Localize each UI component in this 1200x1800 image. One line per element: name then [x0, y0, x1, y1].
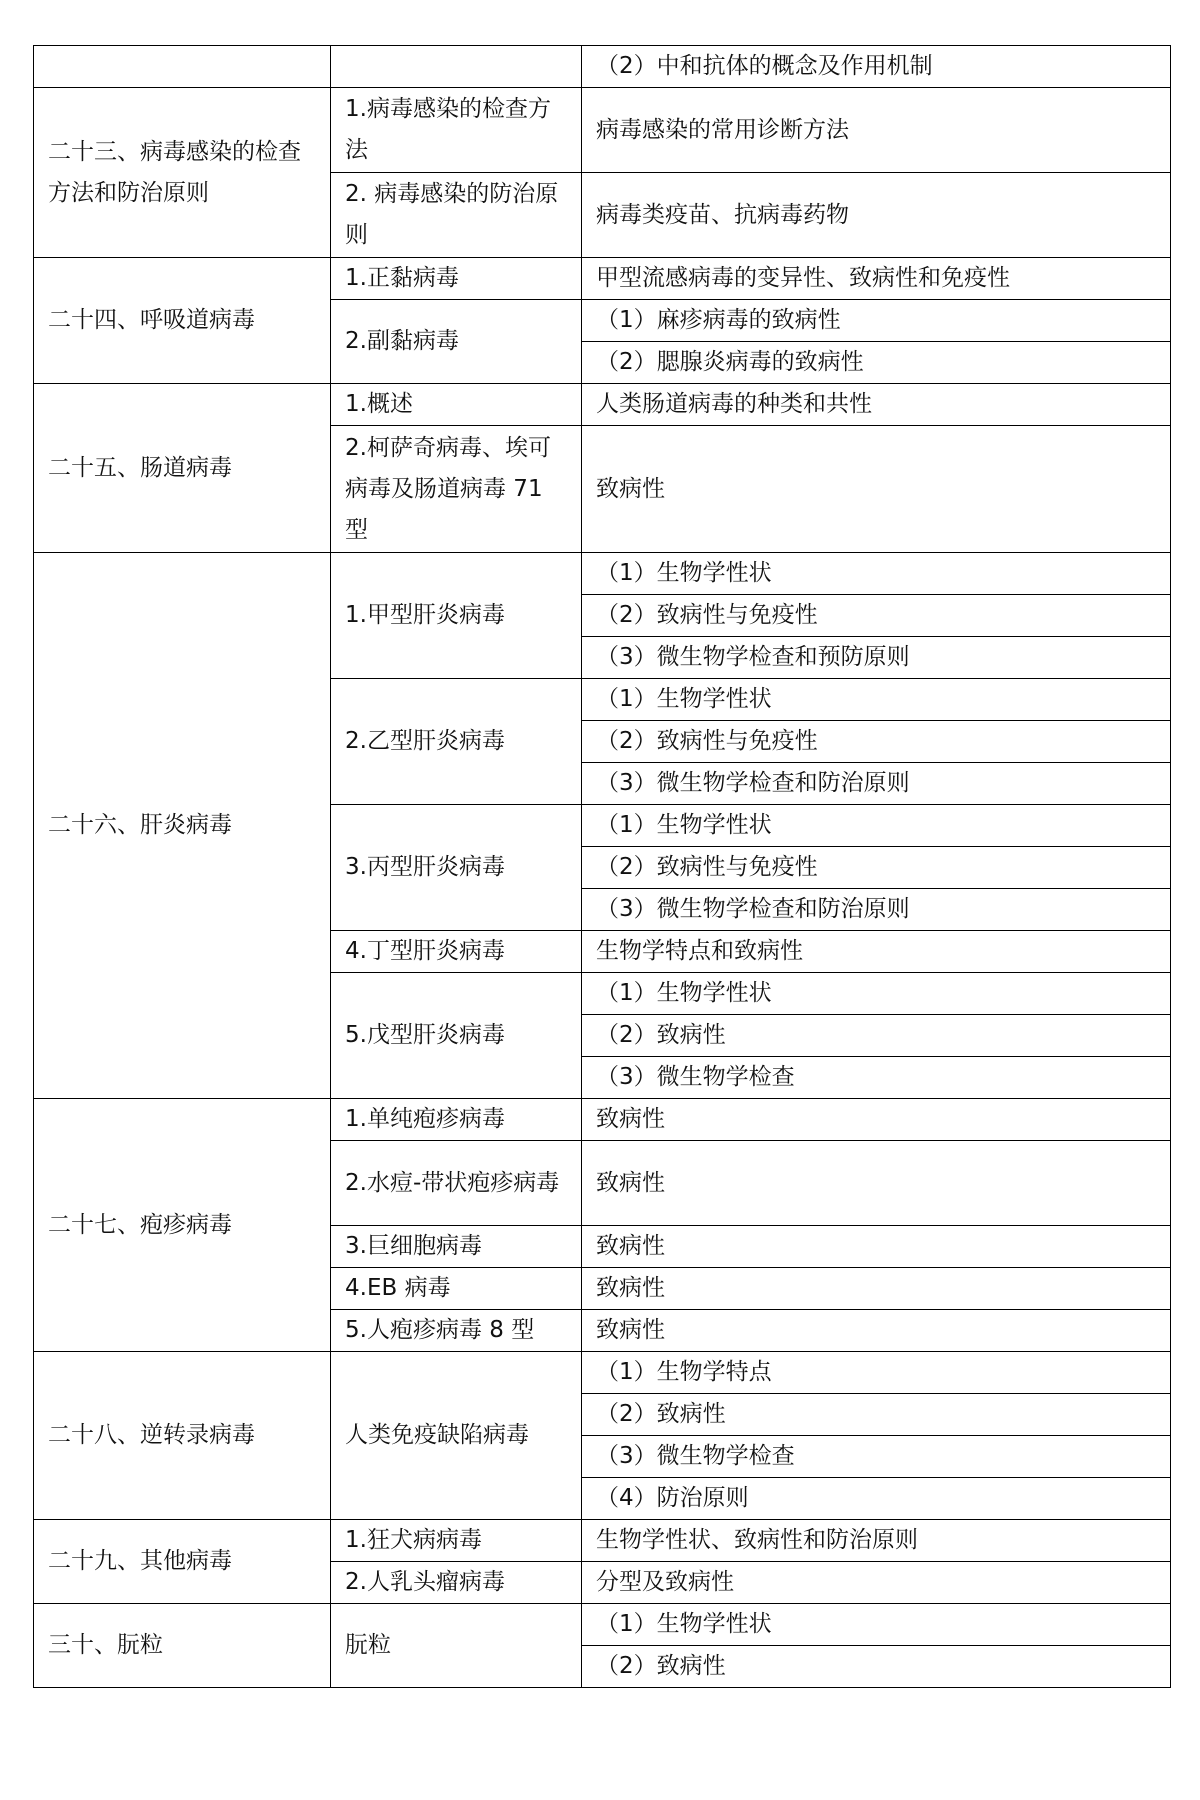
item-cell: （2）致病性 [582, 1015, 1171, 1057]
unit-cell: 二十六、肝炎病毒 [34, 553, 331, 1099]
unit-cell: 二十三、病毒感染的检查方法和防治原则 [34, 88, 331, 258]
table-row [34, 258, 1171, 300]
topic-cell: 5.戊型肝炎病毒 [331, 973, 582, 1099]
table-row [34, 88, 1171, 173]
item-cell: （2）中和抗体的概念及作用机制 [582, 46, 1171, 88]
topic-cell: 4.EB 病毒 [331, 1268, 582, 1310]
item-cell: 病毒感染的常用诊断方法 [582, 88, 1171, 173]
syllabus-table [33, 45, 1171, 1688]
item-cell: 致病性 [582, 1226, 1171, 1268]
item-cell: （3）微生物学检查和防治原则 [582, 889, 1171, 931]
item-cell: （4）防治原则 [582, 1478, 1171, 1520]
topic-cell: 人类免疫缺陷病毒 [331, 1352, 582, 1520]
item-cell: （1）生物学性状 [582, 679, 1171, 721]
table-row [34, 1604, 1171, 1646]
unit-cell: 三十、朊粒 [34, 1604, 331, 1688]
unit-cell: 二十五、肠道病毒 [34, 384, 331, 553]
unit-cell [34, 46, 331, 88]
item-cell: （1）生物学特点 [582, 1352, 1171, 1394]
item-cell: （2）腮腺炎病毒的致病性 [582, 342, 1171, 384]
table-row [34, 1520, 1171, 1562]
item-cell: （2）致病性 [582, 1394, 1171, 1436]
topic-cell: 1.狂犬病病毒 [331, 1520, 582, 1562]
topic-cell: 1.概述 [331, 384, 582, 426]
unit-cell: 二十四、呼吸道病毒 [34, 258, 331, 384]
item-cell: 生物学特点和致病性 [582, 931, 1171, 973]
table-row [34, 1099, 1171, 1141]
topic-cell [331, 46, 582, 88]
item-cell: 致病性 [582, 426, 1171, 553]
topic-cell: 1.正黏病毒 [331, 258, 582, 300]
topic-cell: 1.病毒感染的检查方法 [331, 88, 582, 173]
topic-cell: 3.丙型肝炎病毒 [331, 805, 582, 931]
item-cell: （3）微生物学检查和预防原则 [582, 637, 1171, 679]
item-cell: 致病性 [582, 1268, 1171, 1310]
topic-cell: 1.单纯疱疹病毒 [331, 1099, 582, 1141]
item-cell: （1）生物学性状 [582, 1604, 1171, 1646]
topic-cell: 2. 病毒感染的防治原则 [331, 173, 582, 258]
item-cell: 致病性 [582, 1141, 1171, 1226]
item-cell: （1）麻疹病毒的致病性 [582, 300, 1171, 342]
topic-cell: 2.柯萨奇病毒、埃可病毒及肠道病毒 71 型 [331, 426, 582, 553]
item-cell: （2）致病性 [582, 1646, 1171, 1688]
item-cell: 致病性 [582, 1099, 1171, 1141]
item-cell: 病毒类疫苗、抗病毒药物 [582, 173, 1171, 258]
item-cell: （3）微生物学检查和防治原则 [582, 763, 1171, 805]
table-row [34, 46, 1171, 88]
item-cell: 人类肠道病毒的种类和共性 [582, 384, 1171, 426]
item-cell: （3）微生物学检查 [582, 1057, 1171, 1099]
topic-cell: 5.人疱疹病毒 8 型 [331, 1310, 582, 1352]
topic-cell: 朊粒 [331, 1604, 582, 1688]
topic-cell: 2.水痘-带状疱疹病毒 [331, 1141, 582, 1226]
topic-cell: 2.人乳头瘤病毒 [331, 1562, 582, 1604]
topic-cell: 2.乙型肝炎病毒 [331, 679, 582, 805]
item-cell: 致病性 [582, 1310, 1171, 1352]
topic-cell: 1.甲型肝炎病毒 [331, 553, 582, 679]
item-cell: （2）致病性与免疫性 [582, 847, 1171, 889]
item-cell: 甲型流感病毒的变异性、致病性和免疫性 [582, 258, 1171, 300]
unit-cell: 二十八、逆转录病毒 [34, 1352, 331, 1520]
item-cell: （2）致病性与免疫性 [582, 721, 1171, 763]
item-cell: 分型及致病性 [582, 1562, 1171, 1604]
item-cell: （1）生物学性状 [582, 805, 1171, 847]
unit-cell: 二十九、其他病毒 [34, 1520, 331, 1604]
topic-cell: 3.巨细胞病毒 [331, 1226, 582, 1268]
item-cell: （2）致病性与免疫性 [582, 595, 1171, 637]
table-row [34, 1352, 1171, 1394]
item-cell: （3）微生物学检查 [582, 1436, 1171, 1478]
item-cell: （1）生物学性状 [582, 553, 1171, 595]
unit-cell: 二十七、疱疹病毒 [34, 1099, 331, 1352]
topic-cell: 4.丁型肝炎病毒 [331, 931, 582, 973]
item-cell: 生物学性状、致病性和防治原则 [582, 1520, 1171, 1562]
table-row [34, 553, 1171, 595]
table-row [34, 384, 1171, 426]
item-cell: （1）生物学性状 [582, 973, 1171, 1015]
topic-cell: 2.副黏病毒 [331, 300, 582, 384]
